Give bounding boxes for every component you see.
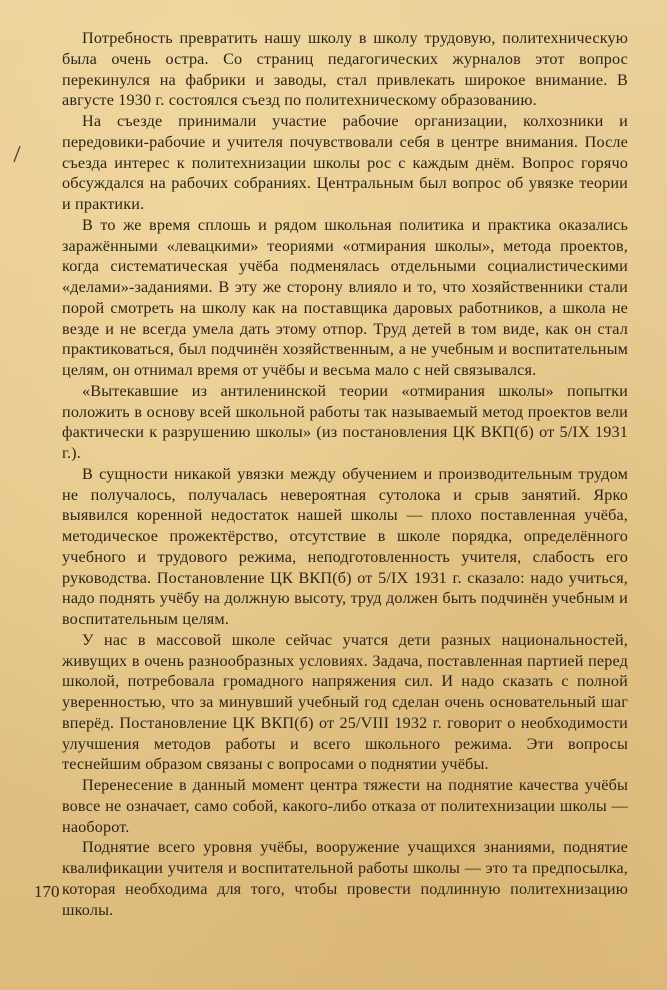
paragraph: В сущности никакой увязки между обучением и производительным трудом не получалось, получалась невероятная сутолока и срыв занятий. Ярко выявился коренной недостаток нашей школы — плохо поставленная учёба, методическое прожектёрство, отсутствие в школе порядка, определённого учебного и трудового режима, неподготовленность учителя, слабость его руководства. Постановление ЦК ВКП(б) от 5/IX 1931 г. сказало: надо учиться, надо поднять учёбу на должную высоту, труд должен быть подчинён учебным и воспитательным целям.: [62, 464, 628, 628]
paragraph: В то же время сплошь и рядом школьная политика и практика оказались заражёнными «левацкими» теориями «отмирания школы», метода проектов, когда систематическая учёба подменялась отдельными социалистическими «делами»-заданиями. В эту же сторону влияло и то, что хозяйственники стали порой смотреть на школу как на поставщика даровых работников, а школа не везде и не всегда умела дать этому отпор. Труд детей в том виде, как он стал практиковаться, был подчинён хозяйственным, а не учебным и воспитательным целям, он отнимал время от учёбы и весьма мало с ней связывался.: [62, 215, 628, 379]
margin-pencil-mark: [12, 145, 22, 163]
paragraph: Потребность превратить нашу школу в школу трудовую, политехническую была очень остра. Со страниц педагогических журналов этот вопрос перекинулся на фабрики и заводы, стал привлекать широкое внимание. В августе 1930 г. состоялся съезд по политехническому образованию.: [62, 29, 628, 110]
paragraph: «Вытекавшие из антиленинской теории «отмирания школы» попытки положить в основу всей школьной работы так называемый метод проектов вели фактически к разрушению школы» (из постановления ЦК ВКП(б) от 5/IX 1931 г.).: [62, 381, 628, 462]
paragraph: На съезде принимали участие рабочие организации, колхозники и передовики-рабочие и учителя почувствовали себя в центре внимания. После съезда интерес к политехнизации школы рос с каждым днём. Вопрос горячо обсуждался на рабочих собраниях. Центральным был вопрос об увязке теории и практики.: [62, 112, 628, 213]
paragraph: Перенесение в данный момент центра тяжести на поднятие качества учёбы вовсе не означает, само собой, какого-либо отказа от политехнизации школы — наоборот.: [62, 776, 628, 836]
paragraph: Поднятие всего уровня учёбы, вооружение учащихся знаниями, поднятие квалификации учителя и воспитательной работы школы — это та предпосылка, которая необходима для того, чтобы провести подлинную политехнизацию школы.: [62, 838, 628, 919]
paragraph: У нас в массовой школе сейчас учатся дети разных национальностей, живущих в очень разнообразных условиях. Задача, поставленная партией перед школой, потребовала громадного напряжения сил. И надо сказать с полной уверенностью, что за минувший учебный год сделан очень основательный шаг вперёд. Постановление ЦК ВКП(б) от 25/VIII 1932 г. говорит о необходимости улучшения методов работы и всего школьного режима. Эти вопросы теснейшим образом связаны с вопросами о поднятии учёбы.: [62, 630, 628, 774]
body-text: [62, 28, 628, 920]
page-number: 170: [34, 882, 60, 901]
